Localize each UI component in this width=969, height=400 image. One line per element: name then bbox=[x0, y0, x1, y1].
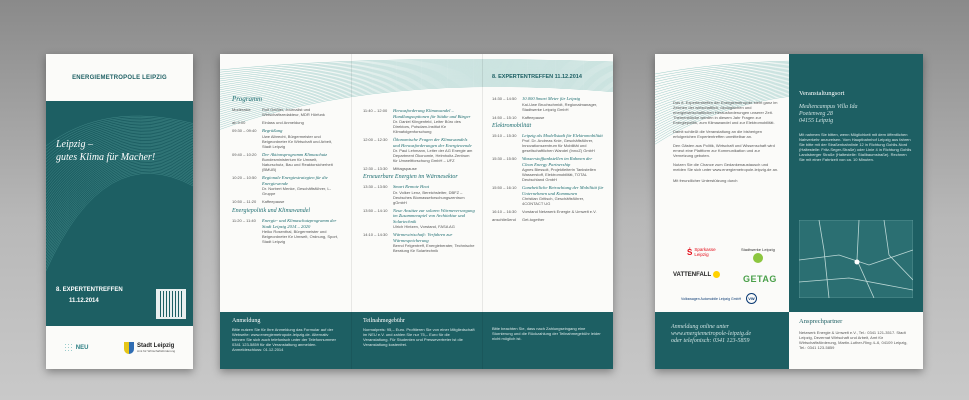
schedule-details bbox=[522, 96, 604, 112]
schedule-time: 16:10 – 16:30 bbox=[492, 209, 517, 214]
inner-col3 bbox=[492, 74, 604, 225]
col2-section-heading: Erneuerbare Energien im Wärmesektor bbox=[363, 174, 458, 180]
schedule-row bbox=[492, 209, 604, 214]
schedule-row bbox=[232, 152, 340, 173]
schedule-title: Ökonomische Fragen der Klimawandels und Herausforderungen der Energiewende bbox=[393, 137, 472, 148]
fee-heading: Teilnahmegebühr bbox=[363, 318, 405, 324]
col1b-list bbox=[232, 218, 340, 244]
cover-title-line1: Leipzig – bbox=[56, 139, 93, 150]
schedule-details bbox=[262, 152, 340, 173]
intro-paragraph-1: Das 8. Expertentreffen der Energiemetropole steht ganz im Zeichen der wirtschaftlich, ökologischen und energiewirtschaftlichen Herausforderungen unserer Zeit. Themenblöcke werden in diesem Jahr Fragen zur Energiepolitik, zum Klimawandel und zur Elektromobilität. bbox=[673, 100, 778, 125]
schedule-text: Bernd Felgentreff, Energieberater, Technische Beratung für Solartechnik bbox=[393, 243, 475, 253]
schedule-details bbox=[522, 217, 604, 222]
schedule-text: Christian Gritisch, Geschäftsführer, 4CONTACT UG bbox=[522, 196, 585, 206]
schedule-title: Wasserstofftankstellen im Rahmen der Clean Energy Partnership bbox=[522, 156, 593, 167]
registration-text: Bitte nutzen Sie für Ihre Anmeldung das Formular auf der Webseite: www.energiemetropole-leipzig.de. Alternativ können Sie sich auch telefonisch unter der Telefonnummer 0341 123-5859 für die Veranstaltung anmelden. Anmeldeschluss: 01.12.2014 bbox=[232, 327, 336, 352]
schedule-title: Neue Ansätze zur solaren Wärmeversorgung im Zusammenspiel von Architektur und Solartechnik bbox=[393, 207, 475, 224]
stadtwerke-circle-icon bbox=[753, 253, 763, 263]
cover-title-line2: gutes Klima für Macher! bbox=[56, 152, 156, 163]
schedule-details bbox=[393, 184, 475, 205]
schedule-time: 15:50 – 16:10 bbox=[492, 185, 517, 190]
schedule-details bbox=[393, 137, 475, 163]
schedule-title: Leipzig als Modellstadt für Elektromobilität bbox=[522, 132, 603, 138]
schedule-row bbox=[492, 217, 604, 222]
schedule-details bbox=[522, 156, 604, 182]
schedule-details bbox=[522, 115, 604, 120]
schedule-details bbox=[393, 108, 475, 134]
schedule-time: Moderator: bbox=[232, 107, 252, 112]
contact-heading: Ansprechpartner bbox=[799, 318, 843, 325]
cover-header-text: ENERGIEMETROPOLE LEIPZIG bbox=[72, 74, 167, 81]
schedule-time: 15:10 – 15:30 bbox=[492, 132, 517, 138]
schedule-row bbox=[363, 232, 475, 253]
venue-address bbox=[799, 104, 858, 125]
volkswagen-text: Volkswagen Automobile Leipzig GmbH bbox=[681, 296, 742, 301]
inner-footer-band bbox=[220, 312, 613, 369]
schedule-text: Get-together bbox=[522, 217, 545, 222]
col1-list bbox=[232, 107, 340, 204]
schedule-time: anschließend bbox=[492, 217, 516, 222]
volkswagen-logo bbox=[681, 293, 757, 304]
schedule-text: Dr. Daniel Klingenfeld, Leiter Büro des Direktors, Potsdam-Institut für Klimafolgenforschung bbox=[393, 119, 461, 134]
schedule-title: Regionale Energiestrategien für die Energiewende bbox=[262, 175, 328, 186]
schedule-title: Begrüßung bbox=[262, 128, 283, 133]
footer-col1 bbox=[232, 318, 340, 352]
schedule-text: Einlass und Anmeldung bbox=[262, 120, 304, 125]
leipzig-coat-of-arms-icon bbox=[124, 342, 134, 354]
intro-paragraph-3: Den Gästen aus Politik, Wirtschaft und Wissenschaft wird erneut eine Plattform zur Kommunikation und zur Vernetzung geboten. bbox=[673, 143, 775, 158]
registration-heading: Anmeldung bbox=[232, 318, 261, 324]
schedule-row bbox=[363, 208, 475, 230]
schedule-row bbox=[363, 108, 475, 134]
neu-logo-text: NEU bbox=[75, 344, 89, 351]
schedule-row bbox=[232, 199, 340, 204]
brochure-cover bbox=[46, 54, 193, 369]
schedule-details bbox=[522, 185, 604, 206]
schedule-details bbox=[262, 120, 340, 125]
neu-logo-mark bbox=[64, 343, 74, 353]
neu-logo bbox=[64, 343, 89, 353]
schedule-title: Smart Remote Heat bbox=[393, 184, 429, 189]
vattenfall-logo bbox=[673, 271, 720, 278]
cancellation-text: Bitte beachten Sie, dass nach Zahlungseingang eine Stornierung und die Rückzahlung der Teilnahmegebühr leider nicht möglich ist. bbox=[492, 326, 601, 341]
schedule-row bbox=[232, 128, 340, 149]
schedule-time: 14:50 – 15:10 bbox=[492, 114, 517, 120]
col1-section-heading: Energiepolitik und Klimawandel bbox=[232, 208, 311, 214]
schedule-time: 10:50 – 11:20 bbox=[232, 199, 257, 204]
col3-list bbox=[492, 96, 604, 120]
schedule-row bbox=[363, 184, 475, 205]
fold-line-2 bbox=[482, 54, 483, 369]
register-line2: www.energiemetropole-leipzig.de bbox=[671, 331, 752, 337]
schedule-title: Ganzheitliche Betrachtung der Mobilität für Unternehmen und Kommunen bbox=[522, 185, 604, 196]
back-venue-band bbox=[789, 54, 923, 312]
venue-city: 04155 Leipzig bbox=[799, 118, 834, 124]
schedule-text: Mittagspause bbox=[393, 166, 417, 171]
schedule-row bbox=[492, 156, 604, 182]
schedule-time: 11:20 – 11:40 bbox=[232, 218, 256, 223]
schedule-time: 12:00 – 12:30 bbox=[363, 137, 388, 142]
schedule-details bbox=[393, 166, 475, 171]
vattenfall-text: VATTENFALL bbox=[673, 271, 712, 278]
schedule-text: Heiko Rosenthal, Bürgermeister und Beigeordneter für Umwelt, Ordnung, Sport, Stadt Leipzig bbox=[262, 229, 339, 244]
fee-text: Normalpreis: 95,– Euro. Profitieren Sie von einer Mitgliedschaft im NEU e.V. und zahlen Sie nur 75,– Euro für die Veranstaltung. Für Studenten und Pressevertreter ist die Veranstaltung kostenfrei. bbox=[363, 327, 475, 347]
sparkasse-text: Sparkasse Leipzig bbox=[694, 247, 716, 257]
register-line1: Anmeldung online unter bbox=[671, 324, 729, 330]
schedule-time: 14:10 – 14:30 bbox=[363, 232, 388, 237]
venue-map bbox=[799, 220, 913, 298]
schedule-row bbox=[492, 133, 604, 154]
schedule-text: Kaffeepause bbox=[262, 199, 285, 204]
inner-col2 bbox=[363, 108, 475, 256]
venue-name: Mediencampus Villa Ida bbox=[799, 104, 858, 110]
cover-date: 11.12.2014 bbox=[69, 298, 99, 304]
schedule-text: Bundesministerium für Umwelt, Naturschutz, Bau und Reaktorsicherheit (BMUB) bbox=[262, 157, 333, 172]
venue-heading: Veranstaltungsort bbox=[799, 90, 845, 97]
schedule-time: 15:30 – 15:50 bbox=[492, 156, 517, 161]
schedule-title: Herausforderung Klimawandel – Handlungsoptionen für Städte und Bürger bbox=[393, 108, 471, 119]
brochure-inner-spread bbox=[220, 54, 613, 369]
col2b-list bbox=[363, 184, 475, 253]
schedule-details bbox=[393, 208, 475, 230]
schedule-details bbox=[522, 133, 604, 154]
cover-logos bbox=[46, 326, 193, 369]
schedule-row bbox=[232, 120, 340, 125]
footer-col2 bbox=[363, 318, 475, 347]
schedule-text: Dr. Paul Lehmann, Leiter der AG Energie am Department Ökonomie, Helmholtz-Zentrum für Umweltforschung GmbH – UFZ bbox=[393, 148, 473, 163]
stadtwerke-text: Stadtwerke Leipzig bbox=[741, 247, 775, 252]
schedule-time: 10:20 – 10:50 bbox=[232, 175, 257, 180]
schedule-time: 11:40 – 12:00 bbox=[363, 108, 388, 113]
schedule-title: Energie- und Klimaschutzprogramm der Stadt Leipzig 2014 – 2020 bbox=[262, 218, 337, 229]
venue-directions: Mit nahmen Sie bitten, wenn Möglichkeit mit dem öffentlichen Nahverkehr anzureisen. Vom Hauptbahnhof Leipzig aus fahren Sie bitte mit der Straßenbahnlinie 12 in Richtung Gohlis-Nord (Haltestelle: Fritz-Seger-Straße) oder Linie 4 in Richtung Gohlis Landsberger Straße (Haltestelle: Stallbaumstraße). Rechnen Sie mit einer Fahrtzeit von ca. 10 Minuten. bbox=[799, 132, 912, 162]
schedule-text: Kai-Uwe Bruchschmidt, Regionalmanager, Stadtwerke Leipzig GmbH bbox=[522, 101, 598, 112]
schedule-details bbox=[262, 199, 340, 204]
schedule-time: 09:30 – 09:40 bbox=[232, 128, 257, 133]
intro-paragraph-2: Damit schließt die Veranstaltung an die bisherigen erfolgreichen Expertentreffen unmittelbar an. bbox=[673, 129, 762, 139]
col3b-list bbox=[492, 133, 604, 223]
back-contact bbox=[789, 312, 923, 369]
schedule-text: Ulrich Hintzen, Vorstand, FASA AG bbox=[393, 224, 455, 229]
sparkasse-logo bbox=[687, 247, 720, 257]
register-text bbox=[671, 324, 751, 345]
stadt-leipzig-text: Stadt Leipzig bbox=[137, 342, 175, 349]
schedule-text: Prof. Dr. Andreas Knie, Geschäftsführer, Innovationszentrum für Mobilität und gesellschaftlichen Wandel (InnoZ) GmbH bbox=[522, 138, 595, 153]
schedule-text: Agnes Biessolt, Projektleiterin Tankstellen Wasserstoff, Elektromobilität, TOTAL Deutschland GmbH bbox=[522, 167, 596, 182]
intro-paragraph-4: Nutzen Sie die Chance zum Gedankenaustausch und melden Sie sich unter www.energiemetropole-leipzig.de an. bbox=[673, 162, 779, 172]
sparkasse-icon: Ṡ bbox=[687, 247, 693, 257]
col3-heading: 8. EXPERTENTREFFEN 11.12.2014 bbox=[492, 74, 582, 80]
back-register-band bbox=[655, 312, 789, 369]
schedule-text: Kaffeepause bbox=[522, 114, 545, 120]
contact-text: Netzwerk Energie & Umwelt e.V., Tel.: 0341 121-3517. Stadt Leipzig, Dezernat Wirtschaft und Arbeit, Amt für Wirtschaftsförderung, Martin-Luther-Ring 4–6, 04109 Leipzig, Tel.: 0341 123-5859 bbox=[799, 330, 908, 350]
schedule-time: 13:50 – 14:10 bbox=[363, 207, 388, 213]
schedule-row bbox=[492, 185, 604, 206]
stadt-leipzig-logo bbox=[124, 342, 175, 354]
schedule-time: 12:30 – 13:30 bbox=[363, 166, 388, 171]
vw-roundel-icon: VW bbox=[746, 293, 757, 304]
register-line3: oder telefonisch: 0341 123-5859 bbox=[671, 338, 750, 344]
sponsor-logos bbox=[673, 247, 783, 313]
cover-header bbox=[46, 54, 193, 101]
schedule-details bbox=[262, 107, 340, 117]
schedule-details bbox=[522, 209, 604, 214]
stadtwerke-logo bbox=[741, 247, 775, 263]
vattenfall-sun-icon bbox=[713, 271, 720, 278]
schedule-details bbox=[262, 128, 340, 149]
schedule-text: Vorstand Netzwerk Energie & Umwelt e.V. bbox=[522, 209, 597, 214]
stadt-leipzig-subtext: Amt für Wirtschaftsförderung bbox=[137, 348, 176, 353]
venue-street: Poetenweg 28 bbox=[799, 111, 833, 117]
schedule-row bbox=[492, 96, 604, 112]
schedule-row bbox=[492, 115, 604, 120]
schedule-row bbox=[232, 218, 340, 244]
col2-list bbox=[363, 108, 475, 171]
schedule-row bbox=[232, 107, 340, 117]
program-heading: Programm bbox=[232, 95, 263, 103]
footer-col3 bbox=[492, 326, 604, 341]
schedule-details bbox=[393, 232, 475, 253]
schedule-time: 09:40 – 10:20 bbox=[232, 151, 257, 157]
brochure-back-spread bbox=[655, 54, 923, 369]
schedule-title: Der Aktionsprogramm Klimaschutz bbox=[262, 151, 328, 157]
getag-logo bbox=[743, 269, 777, 287]
schedule-details bbox=[262, 218, 340, 244]
getag-text: GETAG bbox=[743, 274, 777, 284]
schedule-title: 10.000 Smart Meter für Leipzig bbox=[522, 96, 581, 101]
fold-line-1 bbox=[351, 54, 352, 369]
schedule-row bbox=[363, 137, 475, 163]
schedule-title: Wärmewirtschaft: Verfahren zur Wärmespeicherung bbox=[393, 232, 453, 243]
cover-qr-code bbox=[156, 289, 186, 319]
schedule-row bbox=[232, 175, 340, 196]
support-text: Mit freundlicher Unterstützung durch bbox=[673, 178, 738, 183]
back-intro bbox=[673, 100, 781, 183]
col3-section-heading: Elektromobilität bbox=[492, 122, 532, 129]
schedule-row bbox=[363, 166, 475, 171]
schedule-time: 13:30 – 13:50 bbox=[363, 184, 388, 189]
cover-event: 8. EXPERTENTREFFEN bbox=[56, 287, 123, 293]
cover-title bbox=[56, 138, 155, 164]
schedule-details bbox=[262, 175, 340, 196]
schedule-text: Uwe Albrecht, Bürgermeister und Beigeordneter für Wirtschaft und Arbeit, Stadt Leipzig bbox=[262, 133, 333, 149]
schedule-time: ab 9:00 bbox=[232, 120, 246, 125]
schedule-time: 14:30 – 14:50 bbox=[492, 96, 517, 101]
schedule-text: Dr. Norbert Menke, Geschäftsführer, L-Gruppe bbox=[262, 186, 331, 196]
inner-col1 bbox=[232, 96, 340, 247]
schedule-text: Dr. Volker Lenz, Bereichsleiter, DBFZ – Deutsches Biomasseforschungszentrum gGmbH bbox=[393, 189, 465, 205]
cover-teal-band bbox=[46, 101, 193, 326]
schedule-text: Rolf Geißler, Journalist und Wirtschaftsredakteur, MDR Hörfunk bbox=[262, 107, 325, 117]
